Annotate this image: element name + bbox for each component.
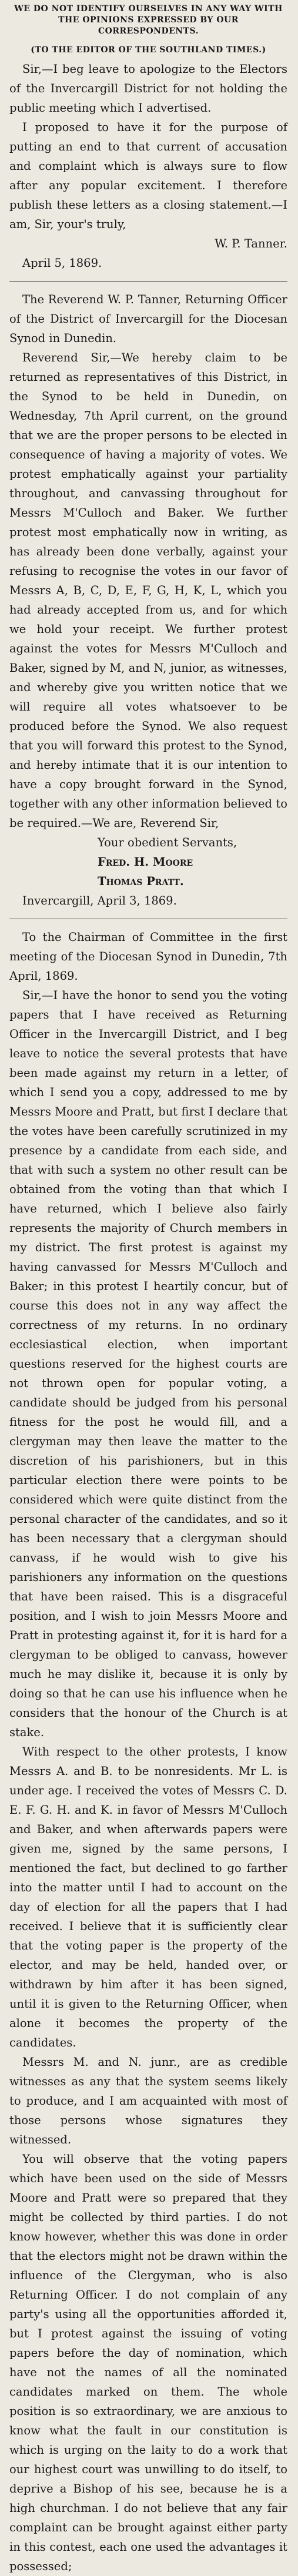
letter2-signature-2: Thomas Pratt.	[98, 875, 184, 888]
letter3-paragraph-4: You will observe that the voting papers which have been used on the side of Messrs Moore and Pratt were so prepared that they might be collected by third parties. I do not know however, whether this was done in order that the electors might not be drawn within the influence of the Clergyman, who is also Returning Officer. I do not complain of any party's using all the opportunities afforded it, but I protest against the issuing of voting papers before the day of nomination, which have not the names of all the nominated candidates marked on them. The whole position is so extraordinary, we are anxious to know what the fault in our constitution is which is urging on the laity to do a work that our highest court was unwilling to do itself, to deprive a Bishop of his see, because he is a high churchman. I do not believe that any fair complaint can be brought against either party in this contest, each one used the advantages it possessed;	[9, 2152, 287, 2573]
letter1-paragraph-1: Sir,—I beg leave to apologize to the Electors of the Invercargill District for not holding the public meeting which I advertised.	[9, 62, 287, 115]
divider-rule	[9, 281, 287, 282]
letter3-paragraph-2: With respect to the other protests, I know Messrs A. and B. to be nonresidents. Mr L. is under age. I received the votes of Messrs C. D. E. F. G. H. and K. in favor of Messrs M'Culloch and Baker, and when afterwards papers were given me, signed by the same persons, I mentioned the fact, but declined to go farther into the matter until I had to account on the day of election for all the papers that I had received. I believe that it is sufficiently clear that the voting paper is the property of the elector, and may be held, handed over, or withdrawn by him after it has been signed, until it is given to the Returning Officer, when alone it becomes the property of the candidates.	[9, 1745, 287, 2049]
letter3-paragraph-3: Messrs M. and N. junr., are as credible witnesses as any that the system seems likely to produce, and I am acquainted with most of those persons whose signatures they witnessed.	[9, 2055, 287, 2146]
letter2-title: The Reverend W. P. Tanner, Returning Officer of the District of Invercargill for the Diocesan Synod in Dunedin.	[9, 293, 287, 345]
letter1-date: April 5, 1869.	[22, 256, 102, 270]
letter3-title: To the Chairman of Committee in the first meeting of the Diocesan Synod in Dunedin, 7th April, 1869.	[9, 930, 287, 983]
letter2-paragraph-1: Reverend Sir,—We hereby claim to be returned as representatives of this District, in the Synod to be held in Dunedin, on Wednesday, 7th April current, on the ground that we are the proper persons to be elected in consequence of having a majority of votes. We protest emphatically against your partiality throughout, and canvassing throughout for Messrs M'Culloch and Baker. We further protest most emphatically now in writing, as has already been done verbally, against your refusing to recognise the votes in our favor of Messrs A, B, C, D, E, F, G, H, K, L, which you had already accepted from us, and for which we hold your receipt. We further protest against the votes for Messrs M'Culloch and Baker, signed by M, and N, junior, as witnesses, and whereby give you written notice that we will require all votes whatsoever to be produced before the Synod. We also request that you will forward this protest to the Synod, and hereby intimate that it is our intention to have a copy brought forward in the Synod, together with any other information believed to be required.—We are, Reverend Sir,	[9, 351, 287, 830]
letter2-closing: Your obedient Servants,	[98, 836, 237, 849]
letter1-paragraph-2: I proposed to have it for the purpose of putting an end to that current of accusation and complaint which is always sure to flow after any popular excitement. I therefore publish these letters as a closing statement.—I am, Sir, your's truly,	[9, 120, 287, 231]
letter1-signature: W. P. Tanner.	[215, 237, 287, 250]
letter2-date: Invercargill, April 3, 1869.	[22, 894, 177, 907]
editorial-disclaimer: WE DO NOT IDENTIFY OURSELVES IN ANY WAY WITH THE OPINIONS EXPRESSED BY OUR CORRESPONDENTS.	[14, 4, 283, 36]
letter2-signature-1: Fred. H. Moore	[98, 855, 193, 869]
letter-heading: (TO THE EDITOR OF THE SOUTHLAND TIMES.)	[31, 45, 266, 55]
letter3-paragraph-1: Sir,—I have the honor to send you the voting papers that I have received as Returning Officer in the Invercargill District, and I beg leave to notice the several protests that have been made against my return in a letter, of which I send you a copy, addressed to me by Messrs Moore and Pratt, but first I declare that the votes have been carefully scrutinized in my presence by a candidate from each side, and that with such a system no other result can be obtained from the voting than that which I have returned, which I believe also fairly represents the majority of Church members in my district. The first protest is against my having canvassed for Messrs M'Culloch and Baker; in this protest I heartily concur, but of course this does not in any way affect the correctness of my returns. In no ordinary ecclesiastical election, when important questions reserved for the highest courts are not thrown open for popular voting, a candidate should be judged from his personal fitness for the post he would fill, and a clergyman may then leave the matter to the discretion of his parishioners, but in this particular election there were points to be considered which were quite distinct from the personal character of the candidates, and so it has been necessary that a clergyman should canvass, if he would wish to give his parishioners any information on the questions that have been raised. This is a disgraceful position, and I wish to join Messrs Moore and Pratt in protesting against it, for it is hard for a clergyman to be obliged to canvass, however much he may dislike it, because it is only by doing so that he can use his influence when he considers that the honour of the Church is at stake.	[9, 989, 287, 1739]
